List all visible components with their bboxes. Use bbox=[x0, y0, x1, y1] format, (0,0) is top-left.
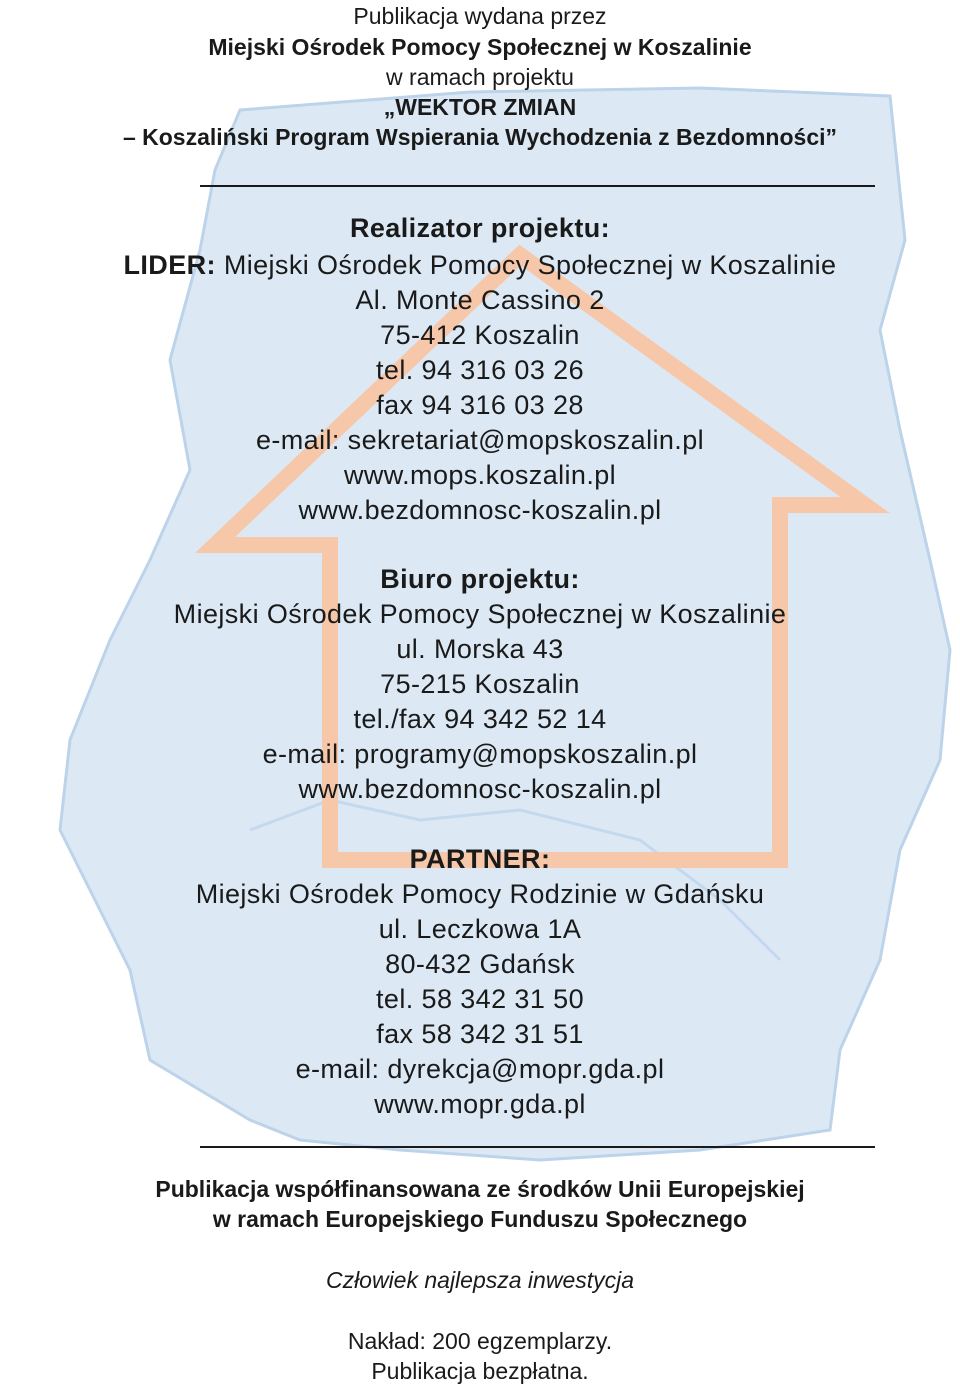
lider-email: e-mail: sekretariat@mopskoszalin.pl bbox=[255, 425, 705, 455]
partner-website: www.mopr.gda.pl bbox=[374, 1089, 586, 1119]
free-publication-note: Publikacja bezpłatna. bbox=[371, 1358, 589, 1384]
partner-heading: PARTNER: bbox=[409, 844, 551, 874]
project-intro: w ramach projektu bbox=[386, 64, 574, 90]
partner-city: 80-432 Gdańsk bbox=[385, 949, 575, 979]
partner-phone: tel. 58 342 31 50 bbox=[376, 984, 584, 1014]
divider-bottom bbox=[200, 1146, 875, 1148]
slogan: Człowiek najlepsza inwestycja bbox=[325, 1267, 635, 1293]
lider-website-2: www.bezdomnosc-koszalin.pl bbox=[298, 495, 662, 525]
biuro-name: Miejski Ośrodek Pomocy Społecznej w Koszalinie bbox=[173, 599, 787, 629]
publisher-intro: Publikacja wydana przez bbox=[353, 3, 607, 29]
partner-name: Miejski Ośrodek Pomocy Rodzinie w Gdańsku bbox=[195, 879, 765, 909]
publisher-name: Miejski Ośrodek Pomocy Społecznej w Koszalinie bbox=[208, 34, 752, 60]
project-title: „WEKTOR ZMIAN bbox=[383, 94, 577, 120]
biuro-heading: Biuro projektu: bbox=[380, 564, 580, 594]
lider-fax: fax 94 316 03 28 bbox=[376, 390, 584, 420]
biuro-website: www.bezdomnosc-koszalin.pl bbox=[298, 774, 662, 804]
project-subtitle: – Koszaliński Program Wspierania Wychodzenia z Bezdomności” bbox=[122, 124, 838, 150]
biuro-city: 75-215 Koszalin bbox=[380, 669, 580, 699]
biuro-email: e-mail: programy@mopskoszalin.pl bbox=[262, 739, 698, 769]
lider-city: 75-412 Koszalin bbox=[380, 320, 580, 350]
lider-street: Al. Monte Cassino 2 bbox=[355, 285, 605, 315]
partner-street: ul. Leczkowa 1A bbox=[378, 914, 582, 944]
lider-line bbox=[0, 249, 960, 281]
biuro-street: ul. Morska 43 bbox=[396, 634, 564, 664]
lider-label: LIDER: bbox=[123, 250, 216, 280]
partner-email: e-mail: dyrekcja@mopr.gda.pl bbox=[295, 1054, 665, 1084]
funding-statement: Publikacja współfinansowana ze środków Unii Europejskiej bbox=[155, 1176, 805, 1202]
lider-website: www.mops.koszalin.pl bbox=[343, 460, 617, 490]
lider-name: Miejski Ośrodek Pomocy Społecznej w Koszalinie bbox=[223, 250, 837, 280]
realizator-heading: Realizator projektu: bbox=[349, 213, 611, 243]
circulation-note: Nakład: 200 egzemplarzy. bbox=[347, 1328, 613, 1354]
lider-phone: tel. 94 316 03 26 bbox=[376, 355, 584, 385]
funding-statement-2: w ramach Europejskiego Funduszu Społecznego bbox=[212, 1206, 748, 1232]
divider-top bbox=[200, 185, 875, 187]
partner-fax: fax 58 342 31 51 bbox=[376, 1019, 584, 1049]
biuro-phone-fax: tel./fax 94 342 52 14 bbox=[353, 704, 607, 734]
